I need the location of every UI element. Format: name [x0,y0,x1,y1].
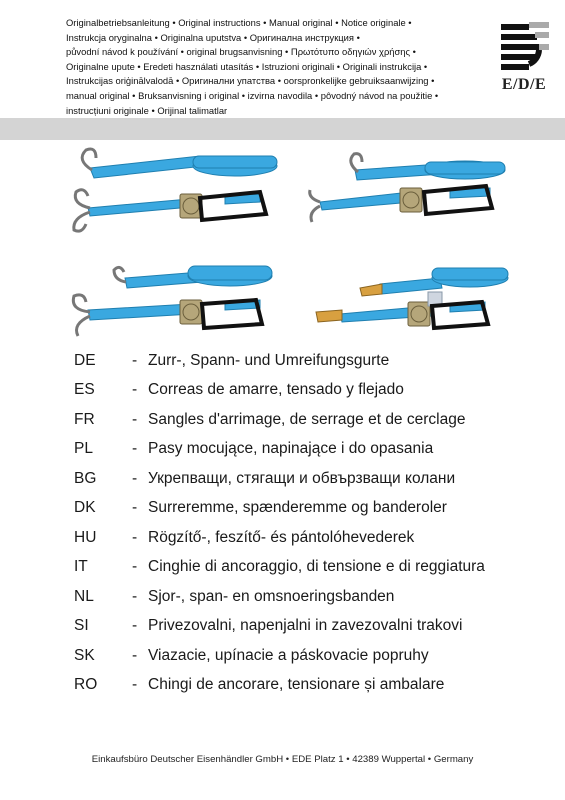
product-title: Cinghie di ancoraggio, di tensione e di reggiatura [148,558,485,576]
product-title: Sangles d'arrimage, de serrage et de cerclage [148,410,466,428]
product-title: Chingi de ancorare, tensionare și ambalare [148,676,445,694]
ratchet-strap-image-3 [60,254,285,344]
header-line: Instrukcijas oriģinālvalodā • Оригинални упатства • oorspronkelijke gebruiksaanwijzing • [66,75,435,87]
header-line: Instrukcja oryginalna • Originalna uputstva • Оригинална инструкция • [66,31,360,43]
header-line: Originalne upute • Eredeti használati utasítás • Istruzioni originali • Originali instrukcija • [66,60,428,72]
separator-dash: - [132,676,138,694]
language-code: SI [74,617,89,635]
product-title: Укрепващи, стягащи и обвързващи колани [148,469,456,487]
list-item [74,612,544,642]
product-title: Correas de amarre, tensado y flejado [148,381,404,399]
list-item [74,494,544,524]
separator-dash: - [132,381,138,399]
list-item [74,582,544,612]
separator-dash: - [132,617,138,635]
header-line: manual original • Bruksanvisning i original • izvirna navodila • pôvodný návod na použitie • [66,89,439,101]
language-code: DK [74,499,96,517]
ede-logo [495,20,553,95]
language-code: ES [74,381,95,399]
list-item [74,435,544,465]
header-line: původní návod k používání • original brugsanvisning • Πρωτότυπο οδηγιών χρήσης • [66,46,416,58]
ratchet-strap-image-1 [60,146,285,241]
list-item [74,671,544,701]
language-code: BG [74,469,97,487]
list-item [74,346,544,376]
separator-dash: - [132,528,138,546]
product-title: Rögzítő-, feszítő- és pántolóhevederek [148,528,415,546]
separator-dash: - [132,440,138,458]
separator-dash: - [132,558,138,576]
list-item [74,405,544,435]
language-code: DE [74,351,96,369]
header-line: instrucțiuni originale • Orijinal talimatlar [66,104,228,116]
list-item [74,641,544,671]
language-code: IT [74,558,88,576]
language-code: FR [74,410,95,428]
language-code: NL [74,587,94,605]
product-title: Surreremme, spænderemme og banderoler [148,499,447,517]
separator-dash: - [132,351,138,369]
list-item [74,523,544,553]
separator-dash: - [132,646,138,664]
language-code: PL [74,440,93,458]
language-code: RO [74,676,98,694]
separator-dash: - [132,587,138,605]
logo-wordmark: E/D/E [501,76,547,93]
product-title: Viazacie, upínacie a páskovacie popruhy [148,646,429,664]
ede-logo-mark-icon [495,20,553,76]
separator-dash: - [132,410,138,428]
product-title: Pasy mocujące, napinające i do opasania [148,440,434,458]
language-title-list [74,346,544,700]
language-code: HU [74,528,97,546]
header-instructions [66,16,496,118]
ratchet-strap-image-4 [300,254,520,344]
product-title: Privezovalni, napenjalni in zavezovalni trakovi [148,617,463,635]
header-line: Originalbetriebsanleitung • Original instructions • Manual original • Notice originale • [66,17,412,28]
separator-dash: - [132,469,138,487]
product-title: Zurr-, Spann- und Umreifungsgurte [148,351,390,369]
separator-dash: - [132,499,138,517]
product-title: Sjor-, span- en omsnoeringsbanden [148,587,395,605]
ratchet-strap-image-2 [300,146,520,241]
footer-address: Einkaufsbüro Deutscher Eisenhändler GmbH • EDE Platz 1 • 42389 Wuppertal • Germany [91,754,474,765]
list-item [74,376,544,406]
grey-band [0,118,565,140]
language-code: SK [74,646,95,664]
list-item [74,553,544,583]
list-item [74,464,544,494]
